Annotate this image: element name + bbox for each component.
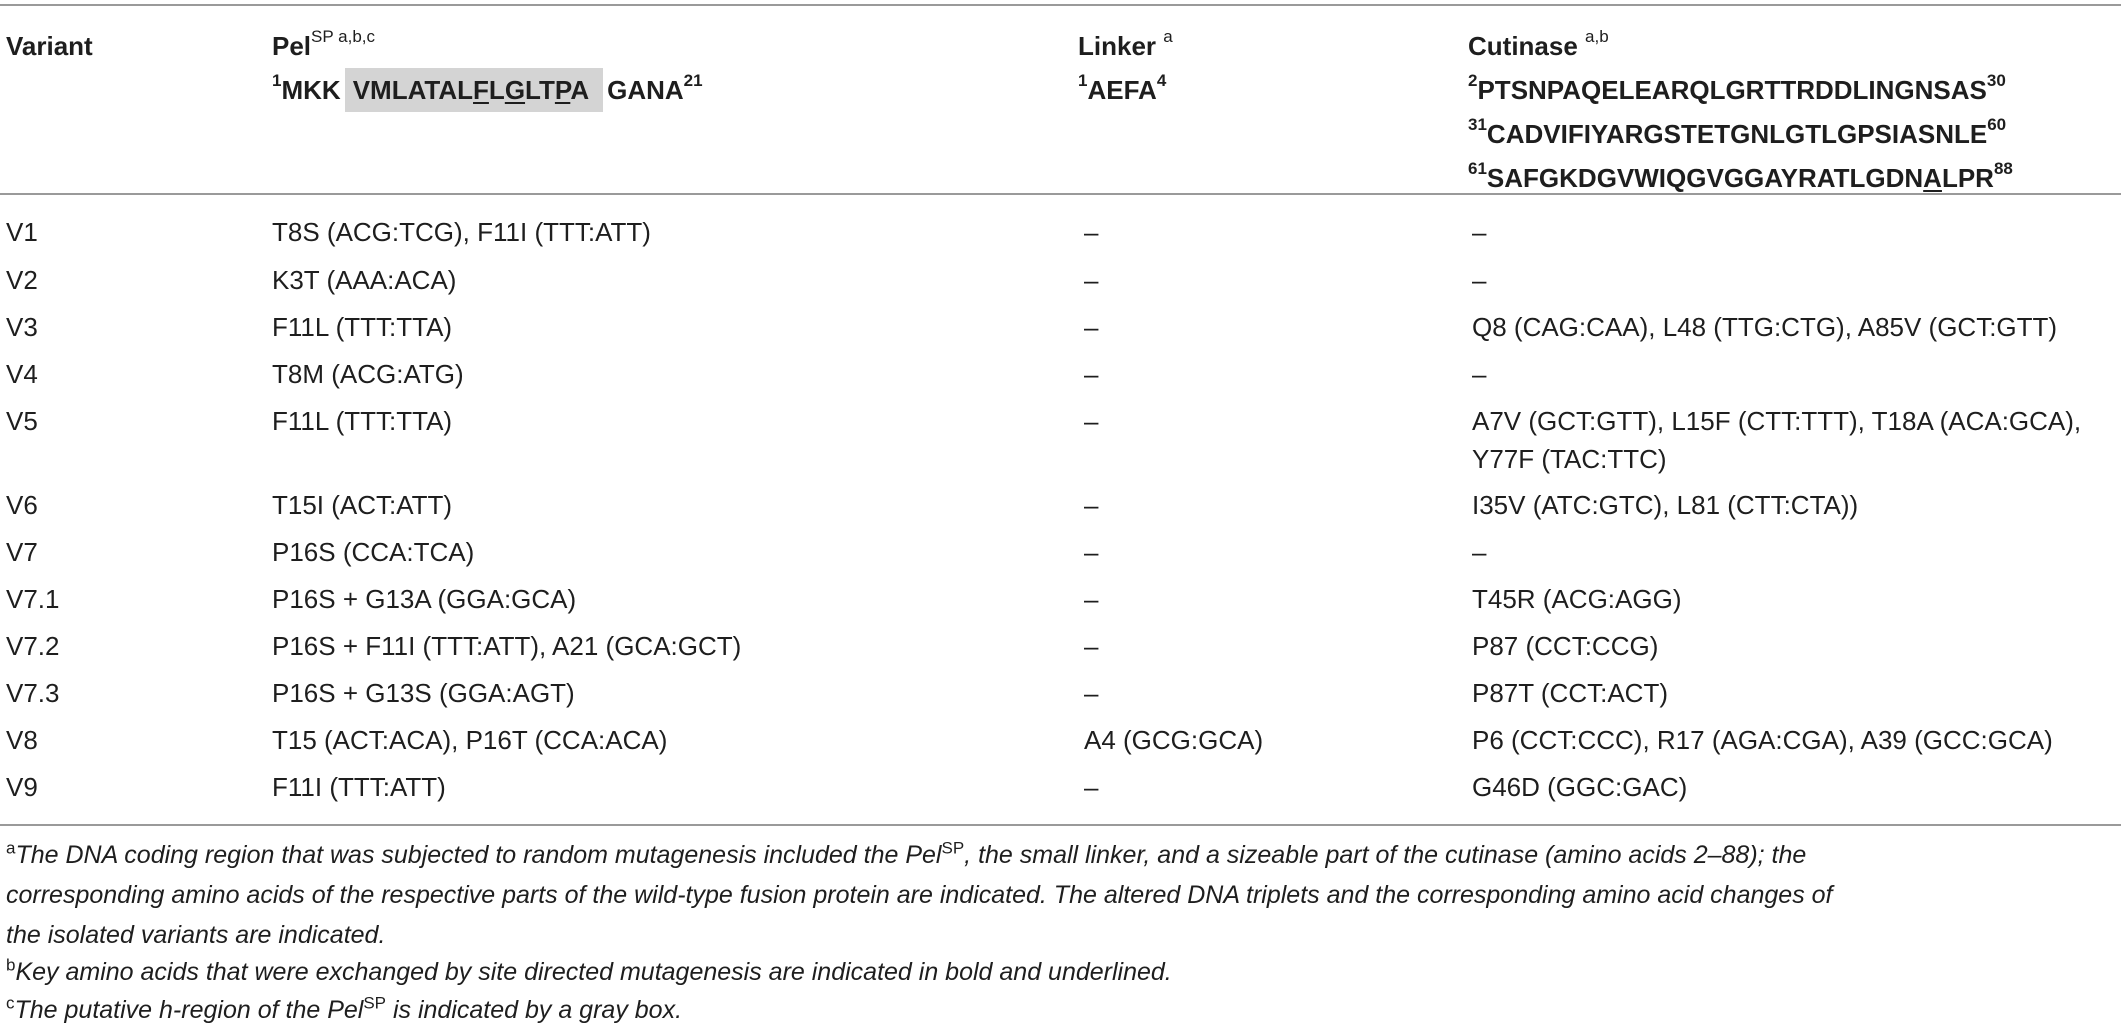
cut-l1: PTSNPAQELEARQLGRTTRDDLINGNSAS <box>1477 75 1987 105</box>
header-bottom-rule <box>0 193 2121 195</box>
cell-linker: – <box>1084 631 1099 661</box>
cell-pel: P16S + G13S (GGA:AGT) <box>272 678 575 708</box>
cell-linker: – <box>1084 265 1099 295</box>
footnote-a-text-1: The DNA coding region that was subjected to random mutagenesis included the Pel <box>15 841 942 869</box>
cell-cutinase: P6 (CCT:CCC), R17 (AGA:CGA), A39 (GCC:GCA) <box>1472 725 2053 755</box>
cutinase-seq-line-2 <box>1468 112 2013 156</box>
cell-cutinase: – <box>1472 359 1487 389</box>
cell-pel: P16S + G13A (GGA:GCA) <box>272 584 577 614</box>
linker-seq-start: 1 <box>1078 71 1088 91</box>
cell-variant: V6 <box>6 490 38 520</box>
header-pel <box>272 24 703 112</box>
footnote-a-mark: a <box>6 838 16 858</box>
footnote-a-line-3: the isolated variants are indicated. <box>6 921 386 949</box>
pel-seq-start: 1 <box>272 71 282 91</box>
cell-pel: P16S + F11I (TTT:ATT), A21 (GCA:GCT) <box>272 631 742 661</box>
cell-cutinase <box>1472 402 2121 478</box>
cell-variant: V5 <box>6 406 38 436</box>
cell-linker: – <box>1084 584 1099 614</box>
cell-variant: V3 <box>6 312 38 342</box>
cell-cutinase: – <box>1472 217 1487 247</box>
footnote-a <box>6 835 2116 955</box>
cut-l3-end: 88 <box>1993 159 2013 179</box>
pel-box-3: LT <box>525 75 555 105</box>
cell-linker: – <box>1084 490 1099 520</box>
pel-box-2: L <box>488 75 505 105</box>
cut-l1-start: 2 <box>1468 71 1478 91</box>
pel-seq-end: 21 <box>683 71 703 91</box>
cell-cutinase: G46D (GGC:GAC) <box>1472 772 1688 802</box>
cell-variant: V2 <box>6 265 38 295</box>
cell-cutinase: – <box>1472 537 1487 567</box>
cell-cutinase-line-1: A7V (GCT:GTT), L15F (CTT:TTT), T18A (ACA:GCA), <box>1472 406 2082 436</box>
cell-cutinase-line-2: Y77F (TAC:TTC) <box>1472 444 1667 474</box>
cut-l2-start: 31 <box>1468 115 1487 135</box>
cell-linker: A4 (GCG:GCA) <box>1084 725 1264 755</box>
linker-sequence <box>1078 68 1173 112</box>
footnote-b-text: Key amino acids that were exchanged by site directed mutagenesis are indicated in bold and underlined. <box>15 958 1172 986</box>
table-top-rule <box>0 4 2121 6</box>
cut-l3-a: SAFGKDGVWIQGVGGAYRATLGDN <box>1486 163 1924 193</box>
cell-linker: – <box>1084 537 1099 567</box>
cell-variant: V7.1 <box>6 584 60 614</box>
cut-l2-end: 60 <box>1987 115 2007 135</box>
pel-seq-b: GANA <box>607 75 684 105</box>
linker-seq: AEFA <box>1087 75 1157 105</box>
cell-cutinase: Q8 (CAG:CAA), L48 (TTG:CTG), A85V (GCT:GTT) <box>1472 312 2058 342</box>
footnote-a-sp: SP <box>941 838 965 858</box>
cell-linker: – <box>1084 406 1099 436</box>
pel-box-u1: F <box>473 75 489 105</box>
footnote-c <box>6 990 2116 1030</box>
header-variant-label: Variant <box>6 31 93 61</box>
pel-title: Pel <box>272 31 312 61</box>
cell-linker: – <box>1084 217 1099 247</box>
cutinase-title: Cutinase <box>1468 31 1578 61</box>
cell-linker: – <box>1084 772 1099 802</box>
cell-cutinase: I35V (ATC:GTC), L81 (CTT:CTA)) <box>1472 490 1859 520</box>
cell-variant: V4 <box>6 359 38 389</box>
cut-l3-u: A <box>1923 163 1942 193</box>
footnote-b <box>6 952 2116 992</box>
cell-cutinase: P87T (CCT:ACT) <box>1472 678 1668 708</box>
cell-variant: V1 <box>6 217 38 247</box>
header-variant <box>6 24 93 68</box>
cell-variant: V9 <box>6 772 38 802</box>
cut-l3-start: 61 <box>1468 159 1487 179</box>
footnote-c-sp: SP <box>363 993 387 1013</box>
cell-pel: F11L (TTT:TTA) <box>272 406 453 436</box>
footnote-c-text-1: The putative h-region of the Pel <box>14 996 364 1024</box>
cell-pel: T8M (ACG:ATG) <box>272 359 464 389</box>
cutinase-seq-line-1 <box>1468 68 2013 112</box>
linker-title-sup: a <box>1163 27 1173 47</box>
footnote-a-line-2: corresponding amino acids of the respective parts of the wild-type fusion protein are indicated. The altered DNA triplets and the corresponding amino acid changes of <box>6 881 1833 909</box>
cell-variant: V7.2 <box>6 631 60 661</box>
pel-title-notes: a,b,c <box>338 27 375 47</box>
footnote-a-text-2: , the small linker, and a sizeable part of the cutinase (amino acids 2–88); the <box>964 841 1807 869</box>
pel-box-u2: G <box>504 75 526 105</box>
h-region-box <box>345 68 603 112</box>
header-linker <box>1078 24 1173 112</box>
cell-pel: T8S (ACG:TCG), F11I (TTT:ATT) <box>272 217 651 247</box>
cell-pel: K3T (AAA:ACA) <box>272 265 457 295</box>
cell-pel: P16S (CCA:TCA) <box>272 537 475 567</box>
cell-variant: V7 <box>6 537 38 567</box>
table-bottom-rule <box>0 824 2121 826</box>
cell-pel: T15I (ACT:ATT) <box>272 490 453 520</box>
cell-cutinase: P87 (CCT:CCG) <box>1472 631 1659 661</box>
cell-pel: F11I (TTT:ATT) <box>272 772 446 802</box>
pel-box-u3: P <box>554 75 571 105</box>
cutinase-title-sup: a,b <box>1585 27 1609 47</box>
footnote-c-text-2: is indicated by a gray box. <box>386 996 683 1024</box>
header-cutinase <box>1468 24 2013 200</box>
cell-variant: V7.3 <box>6 678 60 708</box>
cut-l3-b: LPR <box>1941 163 1994 193</box>
pel-sequence <box>272 68 703 112</box>
cell-pel: T15 (ACT:ACA), P16T (CCA:ACA) <box>272 725 668 755</box>
linker-title: Linker <box>1078 31 1157 61</box>
cell-linker: – <box>1084 678 1099 708</box>
cell-cutinase: – <box>1472 265 1487 295</box>
pel-title-sup-sp: SP <box>311 27 334 47</box>
cell-linker: – <box>1084 312 1099 342</box>
footnote-b-mark: b <box>6 955 16 975</box>
pel-box-4: A <box>570 75 590 105</box>
pel-seq-a: MKK <box>281 75 341 105</box>
linker-seq-end: 4 <box>1156 71 1167 91</box>
cut-l2: CADVIFIYARGSTETGNLGTLGPSIASNLE <box>1486 119 1988 149</box>
cell-variant: V8 <box>6 725 38 755</box>
cut-l1-end: 30 <box>1986 71 2006 91</box>
cell-cutinase: T45R (ACG:AGG) <box>1472 584 1682 614</box>
cell-pel: F11L (TTT:TTA) <box>272 312 453 342</box>
footnote-c-mark: c <box>6 993 15 1013</box>
pel-box-1: VMLATAL <box>352 75 474 105</box>
cell-linker: – <box>1084 359 1099 389</box>
